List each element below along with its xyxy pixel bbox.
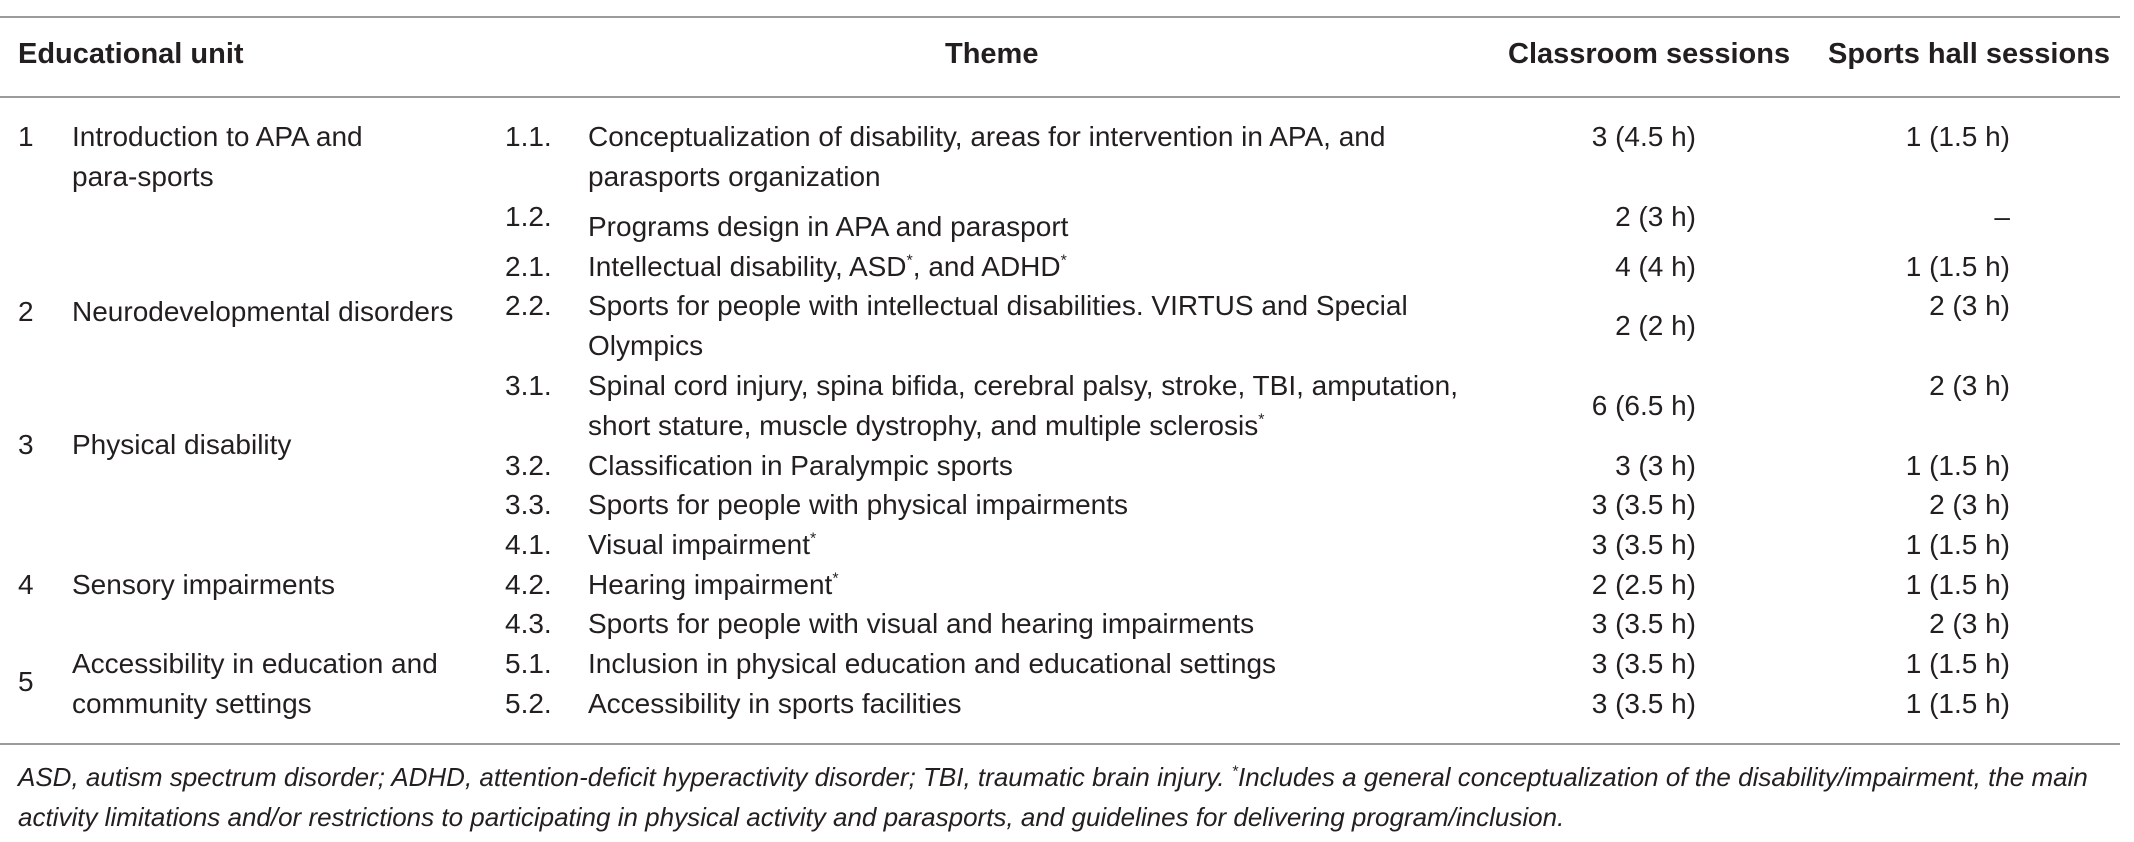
header-theme: Theme	[945, 38, 1039, 70]
theme-text-part: Intellectual disability, ASD	[588, 251, 907, 282]
theme-text-part: short stature, muscle dystrophy, and multiple sclerosis	[588, 410, 1259, 441]
theme-text	[588, 247, 1067, 287]
classroom-sessions-value: 3 (3.5 h)	[1591, 529, 1696, 560]
theme-text: Olympics	[588, 330, 704, 361]
classroom-sessions-value: 3 (3.5 h)	[1591, 688, 1696, 719]
theme-number: 5.2.	[505, 688, 552, 719]
classroom-sessions-value: 3 (3.5 h)	[1591, 489, 1696, 520]
header-rule	[0, 96, 2120, 98]
footnote-line: activity limitations and/or restrictions to participating in physical activity and parasports, and guidelines for delivering program/inclusion.	[18, 802, 1565, 832]
sports-hall-sessions-value: 2 (3 h)	[1929, 608, 2010, 639]
theme-number: 4.1.	[505, 529, 552, 560]
classroom-sessions-value: 3 (3 h)	[1615, 450, 1696, 481]
footnote-marker: *	[1231, 763, 1238, 781]
sports-hall-sessions-value: 1 (1.5 h)	[1905, 121, 2010, 152]
theme-text: Accessibility in sports facilities	[588, 688, 962, 719]
theme-text: Sports for people with visual and hearing impairments	[588, 608, 1255, 639]
theme-number: 4.2.	[505, 569, 552, 600]
unit-number: 3	[18, 429, 34, 460]
theme-number: 5.1.	[505, 648, 552, 679]
sports-hall-sessions-value: 1 (1.5 h)	[1905, 688, 2010, 719]
sports-hall-sessions-value: 1 (1.5 h)	[1905, 648, 2010, 679]
classroom-sessions-value: 3 (3.5 h)	[1591, 648, 1696, 679]
theme-number: 4.3.	[505, 608, 552, 639]
theme-text: Classification in Paralympic sports	[588, 450, 1013, 481]
header-classroom-sessions: Classroom sessions	[1508, 38, 1791, 70]
theme-number: 1.2.	[505, 201, 552, 232]
sports-hall-sessions-value: 2 (3 h)	[1929, 290, 2010, 321]
theme-text	[588, 406, 1264, 446]
classroom-sessions-value: 3 (4.5 h)	[1591, 121, 1696, 152]
theme-text	[588, 525, 816, 565]
header-sports-hall-sessions: Sports hall sessions	[1828, 38, 2111, 70]
unit-name: Physical disability	[72, 429, 292, 460]
theme-text: Programs design in APA and parasport	[588, 211, 1069, 242]
unit-number: 1	[18, 121, 34, 152]
theme-text: Inclusion in physical education and educational settings	[588, 648, 1277, 679]
unit-name: Sensory impairments	[72, 569, 335, 600]
theme-number: 3.3.	[505, 489, 552, 520]
footnote-marker: *	[832, 570, 839, 588]
theme-number: 1.1.	[505, 121, 552, 152]
classroom-sessions-value: 4 (4 h)	[1615, 251, 1696, 282]
footnote-marker: *	[1258, 411, 1265, 429]
footnote-marker: *	[1060, 252, 1067, 270]
theme-number: 3.2.	[505, 450, 552, 481]
sports-hall-sessions-value: 2 (3 h)	[1929, 489, 2010, 520]
unit-number: 4	[18, 569, 34, 600]
bottom-rule	[0, 743, 2120, 745]
footnote-marker: *	[906, 252, 913, 270]
theme-text	[588, 565, 839, 605]
theme-number: 2.2.	[505, 290, 552, 321]
footnote-abbreviations: ASD, autism spectrum disorder; ADHD, attention-deficit hyperactivity disorder; TBI, traumatic brain injury.	[18, 762, 1232, 792]
unit-name: community settings	[72, 688, 312, 719]
theme-number: 3.1.	[505, 370, 552, 401]
sports-hall-sessions-value: 2 (3 h)	[1929, 370, 2010, 401]
theme-text: parasports organization	[588, 161, 881, 192]
classroom-sessions-value: 2 (2.5 h)	[1591, 569, 1696, 600]
unit-name: Accessibility in education and	[72, 648, 438, 679]
theme-text-part: Hearing impairment	[588, 569, 833, 600]
sports-hall-sessions-value: 1 (1.5 h)	[1905, 450, 2010, 481]
theme-text-part: , and ADHD	[912, 251, 1061, 282]
table-footnote	[18, 757, 2118, 837]
unit-name: para-sports	[72, 161, 214, 192]
classroom-sessions-value: 2 (3 h)	[1615, 201, 1696, 232]
theme-text: Spinal cord injury, spina bifida, cerebral palsy, stroke, TBI, amputation,	[588, 370, 1458, 401]
top-rule	[0, 16, 2120, 18]
classroom-sessions-value: 3 (3.5 h)	[1591, 608, 1696, 639]
unit-name: Introduction to APA and	[72, 121, 363, 152]
header-educational-unit: Educational unit	[18, 38, 244, 70]
unit-number: 2	[18, 296, 34, 327]
theme-number: 2.1.	[505, 251, 552, 282]
unit-name: Neurodevelopmental disorders	[72, 296, 454, 327]
classroom-sessions-value: 6 (6.5 h)	[1591, 390, 1696, 421]
sports-hall-sessions-value: 1 (1.5 h)	[1905, 569, 2010, 600]
sports-hall-sessions-value: –	[1994, 201, 2010, 232]
classroom-sessions-value: 2 (2 h)	[1615, 310, 1696, 341]
footnote-line	[18, 757, 2118, 797]
sports-hall-sessions-value: 1 (1.5 h)	[1905, 529, 2010, 560]
theme-text: Sports for people with physical impairments	[588, 489, 1129, 520]
theme-text: Conceptualization of disability, areas for intervention in APA, and	[588, 121, 1386, 152]
footnote-explanation: Includes a general conceptualization of the disability/impairment, the main	[1238, 762, 2088, 792]
theme-text-part: Visual impairment	[588, 529, 811, 560]
theme-text: Sports for people with intellectual disabilities. VIRTUS and Special	[588, 290, 1408, 321]
sports-hall-sessions-value: 1 (1.5 h)	[1905, 251, 2010, 282]
footnote-marker: *	[810, 530, 817, 548]
unit-number: 5	[18, 666, 34, 697]
